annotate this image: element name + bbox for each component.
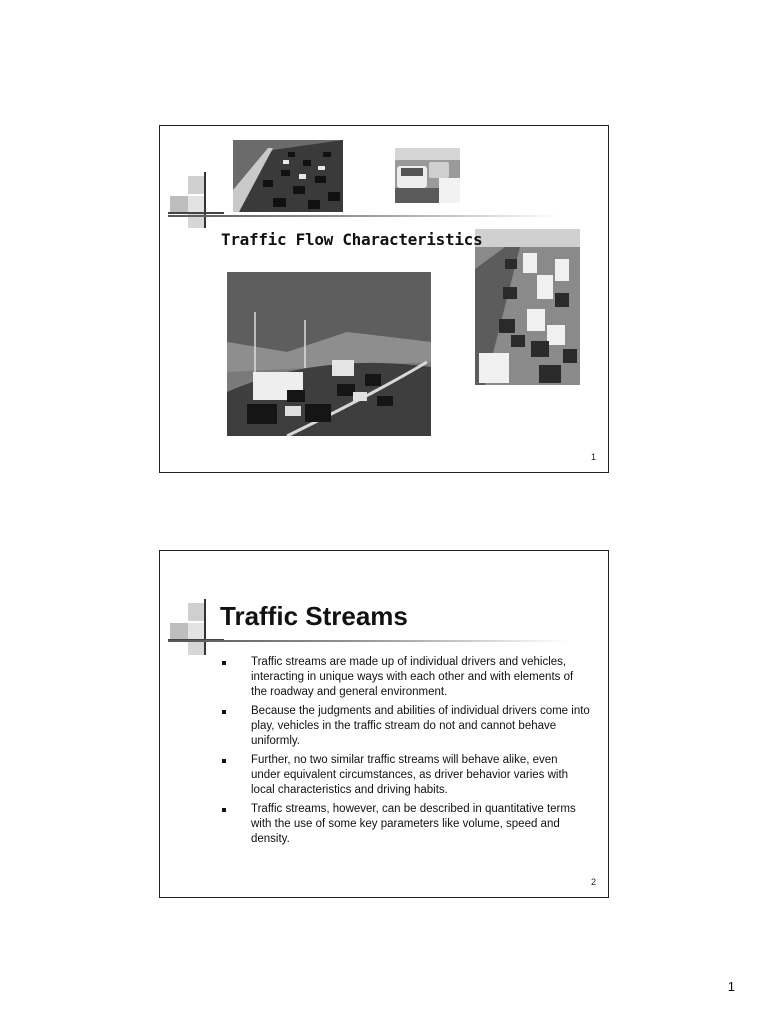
title-rule — [168, 640, 568, 642]
page-number: 1 — [727, 979, 735, 994]
title-rule — [168, 215, 560, 217]
slide-2 — [159, 550, 609, 898]
bullet-list — [218, 655, 590, 851]
slide-1 — [159, 125, 609, 473]
slide-title: Traffic Streams — [220, 601, 408, 631]
cars-closeup-photo — [395, 148, 460, 203]
bullet-item: Traffic streams are made up of individual drivers and vehicles, interacting in unique ways with each other and with elements of the roadway and general environment. — [218, 655, 590, 700]
bullet-item: Because the judgments and abilities of individual drivers come into play, vehicles in the traffic stream do not and cannot behave uniformly. — [218, 704, 590, 749]
highway-traffic-photo — [233, 140, 343, 212]
freeway-curve-photo — [227, 272, 431, 436]
slide-number: 2 — [590, 877, 596, 887]
cross-ornament — [168, 176, 228, 236]
slide-title: Traffic Flow Characteristics — [221, 230, 483, 249]
congested-lanes-photo — [475, 229, 580, 385]
cross-ornament — [168, 603, 228, 663]
bullet-item: Traffic streams, however, can be described in quantitative terms with the use of some key parameters like volume, speed and density. — [218, 802, 590, 847]
bullet-item: Further, no two similar traffic streams will behave alike, even under equivalent circumstances, as driver behavior varies with local characteristics and driving habits. — [218, 753, 590, 798]
slide-number: 1 — [590, 452, 596, 462]
